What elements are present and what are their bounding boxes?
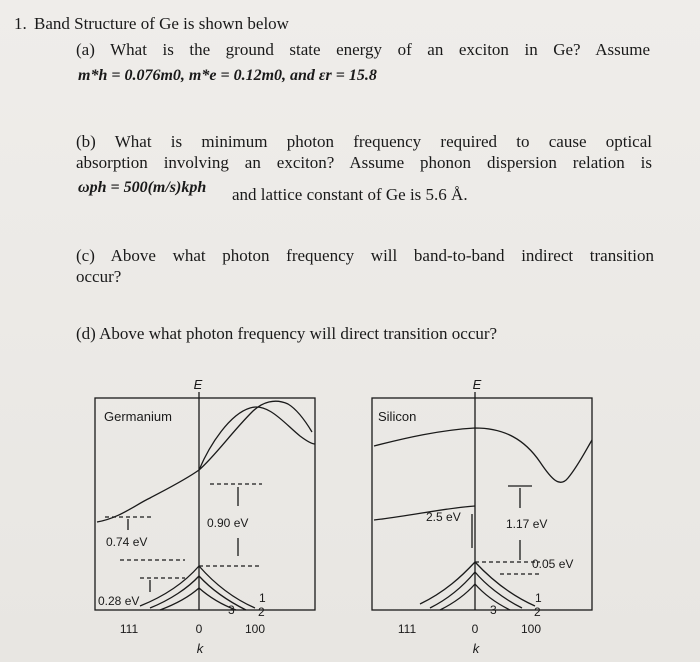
germanium-band-1: 1	[259, 591, 266, 605]
germanium-indirect-gap-label: 0.74 eV	[106, 535, 148, 549]
silicon-band-1: 1	[535, 591, 542, 605]
germanium-tick-100: 100	[244, 622, 266, 636]
silicon-tick-111: 111	[397, 622, 417, 636]
germanium-tick-0: 0	[195, 622, 203, 636]
silicon-e-label: E	[472, 377, 482, 392]
part-a-line1: (a) What is the ground state energy of an exciton in Ge? Assume	[76, 40, 650, 59]
part-b-formula: ωph = 500(m/s)kph	[78, 179, 207, 196]
silicon-title: Silicon	[378, 409, 417, 424]
germanium-valence-heavy	[140, 566, 255, 608]
germanium-splitoff-label: 0.28 eV	[98, 594, 140, 608]
part-b-line3: and lattice constant of Ge is 5.6 Å.	[232, 185, 468, 204]
silicon-band-3: 3	[490, 603, 497, 617]
silicon-conduction-band	[374, 428, 592, 482]
part-d-line1: (d) Above what photon frequency will direct transition occur?	[76, 324, 498, 343]
germanium-k-label: k	[196, 641, 204, 656]
germanium-tick-111: 111	[119, 622, 139, 636]
silicon-direct-gap-label: 2.5 eV	[426, 510, 461, 524]
silicon-tick-100: 100	[520, 622, 542, 636]
silicon-splitoff-label: 0.05 eV	[532, 557, 574, 571]
silicon-valence-heavy	[420, 562, 535, 606]
silicon-tick-0: 0	[471, 622, 479, 636]
germanium-title: Germanium	[104, 409, 172, 424]
germanium-direct-gap-label: 0.90 eV	[207, 516, 249, 530]
germanium-frame	[95, 398, 315, 610]
part-c-line2: occur?	[76, 267, 122, 286]
silicon-indirect-gap-label: 1.17 eV	[506, 517, 548, 531]
part-b-line2: absorption involving an exciton? Assume phonon dispersion relation is	[76, 153, 652, 172]
germanium-band-2: 2	[258, 605, 265, 619]
question-title: Band Structure of Ge is shown below	[34, 14, 289, 33]
part-a-line2: m*h = 0.076m0, m*e = 0.12m0, and εr = 15.8	[78, 67, 377, 84]
germanium-e-label: E	[193, 377, 203, 392]
part-c-line1: (c) Above what photon frequency will band-to-band indirect transition	[76, 246, 654, 265]
germanium-conduction-band-right	[199, 407, 315, 470]
part-b-line1: (b) What is minimum photon frequency required to cause optical	[76, 132, 652, 151]
germanium-valence-splitoff	[160, 588, 236, 610]
question-number: 1.	[14, 14, 27, 33]
germanium-band-3: 3	[228, 603, 235, 617]
silicon-k-label: k	[472, 641, 480, 656]
silicon-frame	[372, 398, 592, 610]
silicon-band-2: 2	[534, 605, 541, 619]
